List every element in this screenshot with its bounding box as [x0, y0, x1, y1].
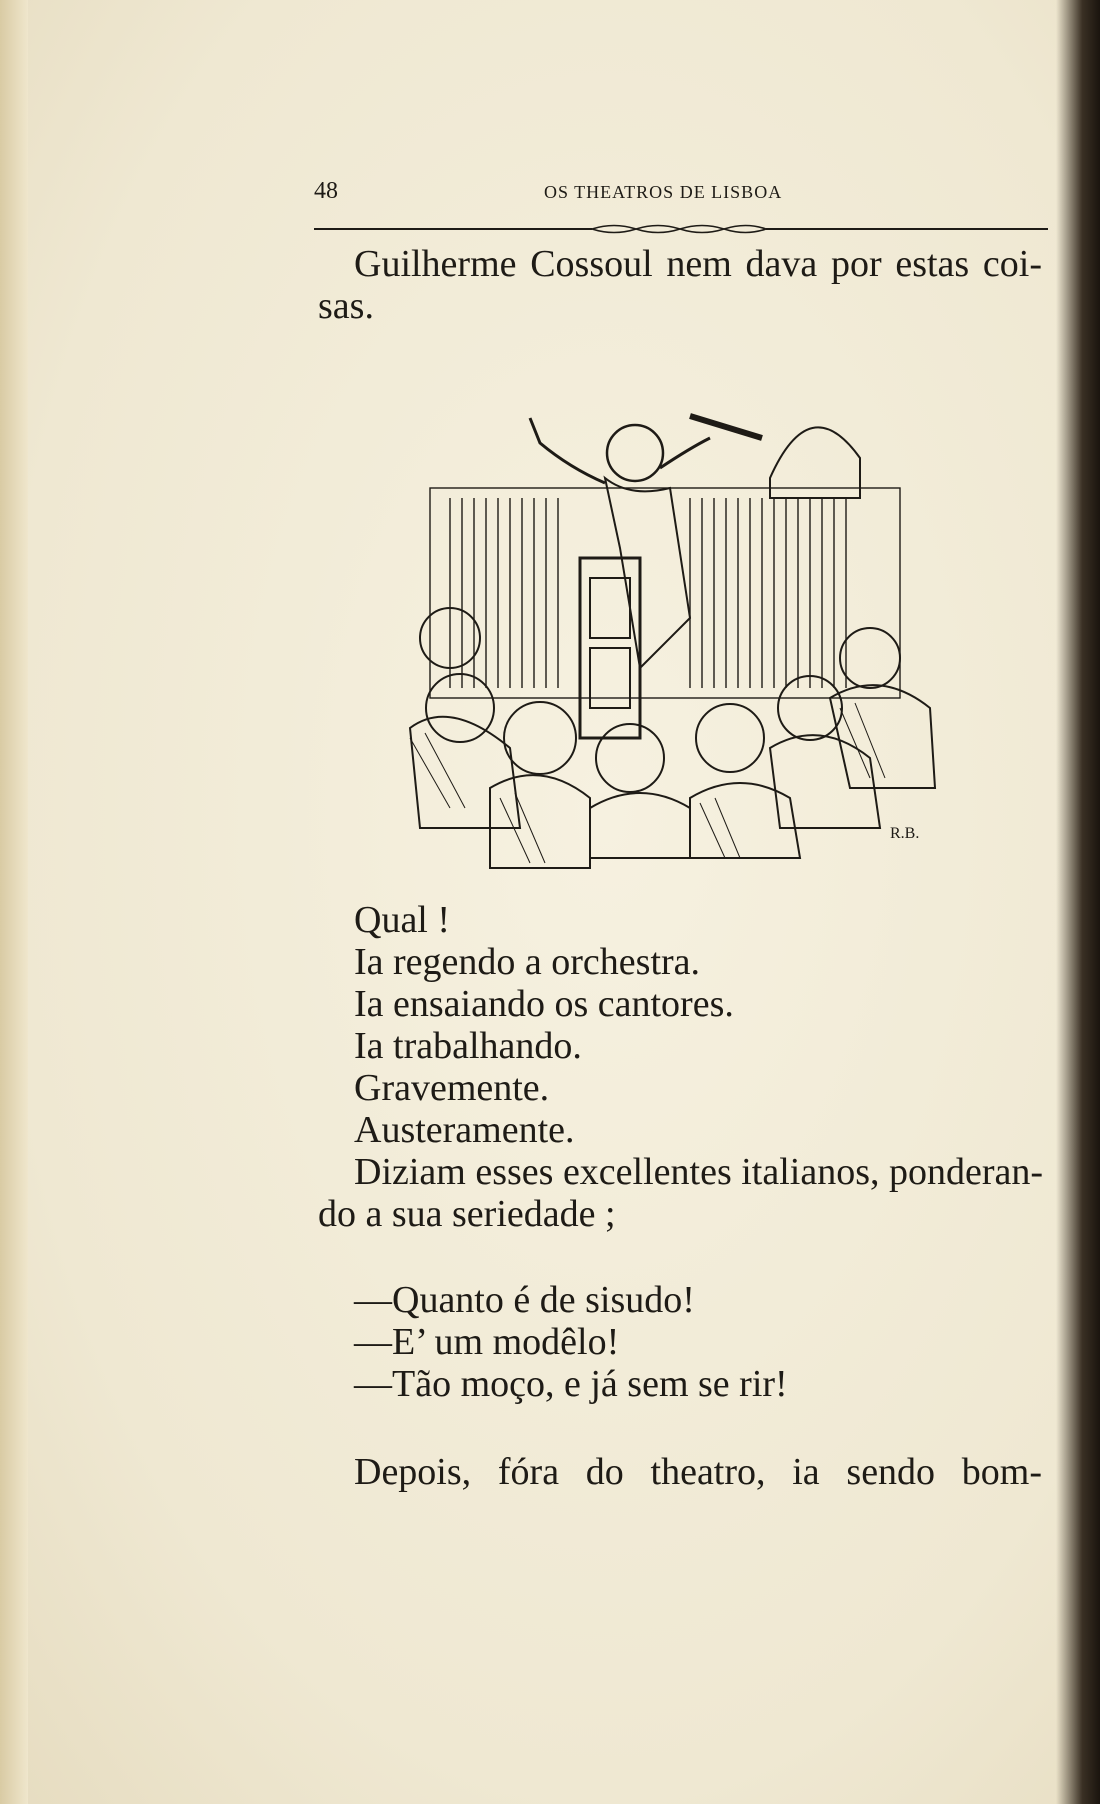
text-line: Ia regendo a orchestra.	[354, 941, 701, 983]
conductor-orchestra-illustration	[390, 408, 990, 878]
dialogue-line: —Tão moço, e já sem se rir!	[354, 1363, 788, 1405]
text-line: Ia ensaiando os cantores.	[354, 983, 734, 1025]
text-line: Qual !	[354, 899, 451, 941]
text-line: Ia trabalhando.	[354, 1025, 582, 1067]
text-line: Austeramente.	[354, 1109, 575, 1151]
text-line: sas.	[318, 285, 374, 327]
running-title: OS THEATROS DE LISBOA	[544, 182, 783, 202]
header-ornamental-rule	[314, 222, 1048, 236]
text-line: Depois, fóra do theatro, ia sendo bom-	[354, 1451, 1042, 1493]
text-line: do a sua seriedade ;	[318, 1193, 616, 1235]
text-line: Diziam esses excellentes italianos, ponderan-	[354, 1151, 1044, 1193]
illustration-signature: R.B.	[890, 825, 920, 842]
page-header	[314, 178, 1048, 208]
page-left-margin	[0, 0, 28, 1804]
dialogue-line: —Quanto é de sisudo!	[354, 1279, 695, 1321]
dialogue-line: —E’ um modêlo!	[354, 1321, 620, 1363]
text-line: Guilherme Cossoul nem dava por estas coi-	[354, 243, 1042, 285]
text-line: Gravemente.	[354, 1067, 550, 1109]
page-number: 48	[314, 178, 338, 204]
book-spine-shadow	[1056, 0, 1100, 1804]
